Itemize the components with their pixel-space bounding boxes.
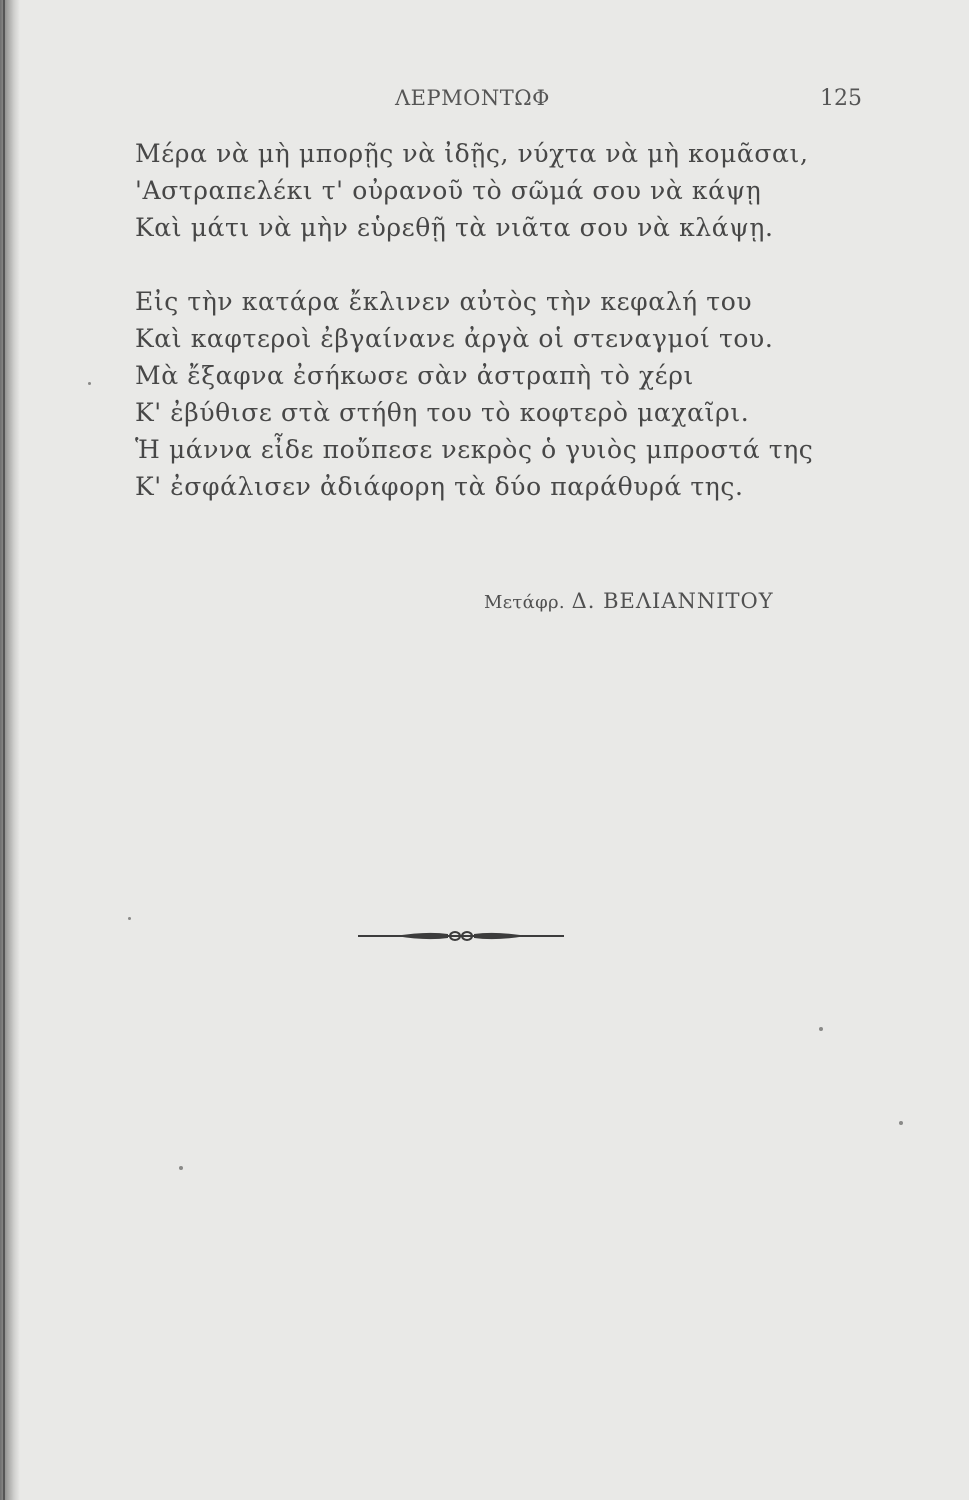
- running-header: [0, 86, 969, 118]
- paper-speck: [179, 1166, 183, 1170]
- verse-line: Μέρα νὰ μὴ μπορῇς νὰ ἰδῇς, νύχτα νὰ μὴ κομᾶσαι,: [135, 139, 809, 168]
- verse-line: Εἰς τὴν κατάρα ἔκλινεν αὐτὸς τὴν κεφαλή του: [135, 287, 753, 316]
- paper-speck: [819, 1027, 823, 1031]
- verse-line: Καὶ μάτι νὰ μὴν εὑρεθῇ τὰ νιᾶτα σου νὰ κλάψῃ.: [135, 213, 774, 242]
- paper-speck: [88, 382, 91, 385]
- tailpiece-ornament-icon: [356, 926, 566, 946]
- verse-line: Καὶ καφτεροὶ ἐβγαίνανε ἀργὰ οἱ στεναγμοί του.: [135, 324, 774, 353]
- binding-edge: [3, 0, 5, 1500]
- translation-credit-prefix: Μετάφρ.: [484, 592, 565, 613]
- page-gutter-shadow: [0, 0, 20, 1500]
- verse-line: Ἡ μάννα εἶδε ποὔπεσε νεκρὸς ὁ γυιὸς μπροστά της: [135, 435, 814, 464]
- paper-speck: [899, 1121, 903, 1125]
- translator-name: Δ. ΒΕΛΙΑΝΝΙΤΟΥ: [571, 589, 774, 613]
- verse-line: 'Αστραπελέκι τ' οὐρανοῦ τὸ σῶμά σου νὰ κάψῃ: [135, 176, 762, 205]
- verse-line: Μὰ ἔξαφνα ἐσήκωσε σὰν ἀστραπὴ τὸ χέρι: [135, 361, 694, 390]
- verse-line: Κ' ἐσφάλισεν ἀδιάφορη τὰ δύο παράθυρά της.: [135, 472, 744, 501]
- translator-signature: [484, 589, 774, 613]
- verse-line: Κ' ἐβύθισε στὰ στήθη του τὸ κοφτερὸ μαχαῖρι.: [135, 398, 750, 427]
- page-number: 125: [820, 86, 862, 111]
- paper-speck: [128, 917, 131, 920]
- stanza-1: [135, 135, 835, 246]
- stanza-2: [135, 283, 835, 505]
- running-title: ΛΕΡΜΟΝΤΩΦ: [395, 86, 550, 110]
